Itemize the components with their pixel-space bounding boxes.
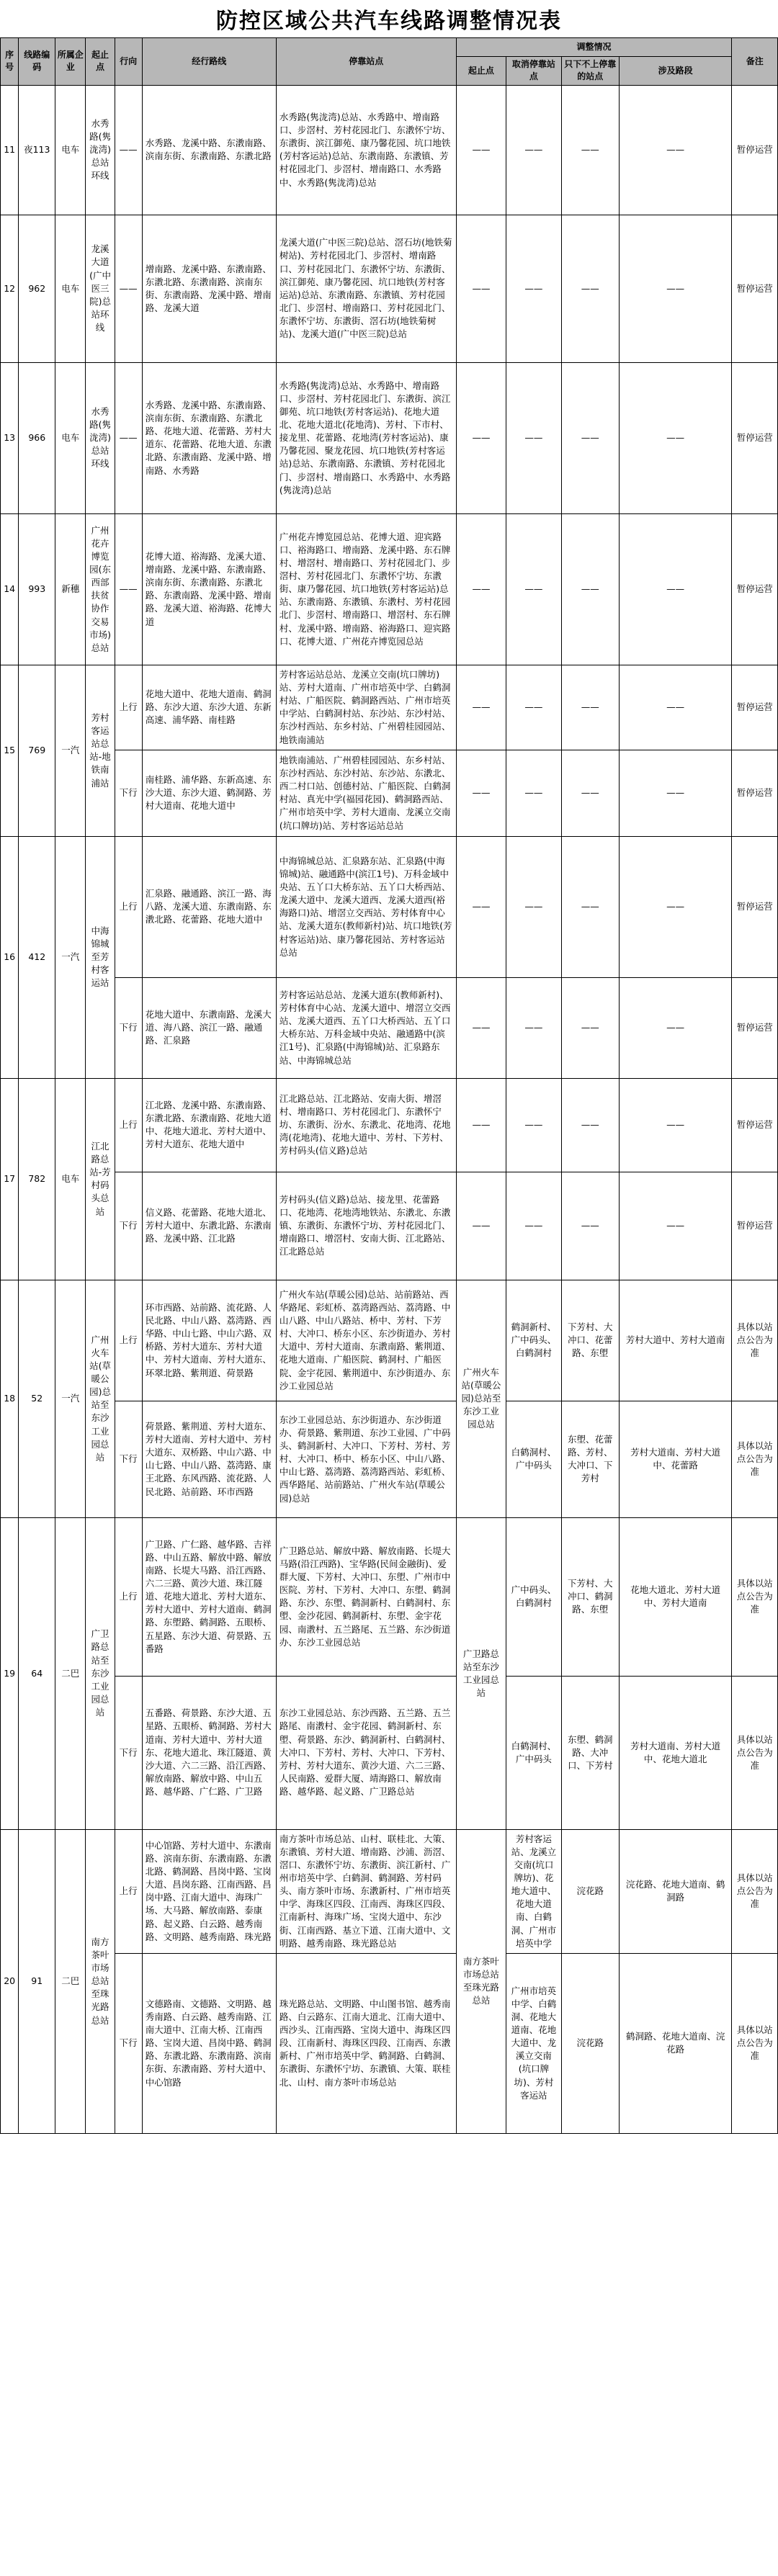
header-adj-cancel: 取消停靠站点	[506, 57, 561, 86]
adjust-endpoints: ——	[456, 750, 506, 836]
adjust-roads: ——	[619, 1078, 732, 1172]
adjust-alight-only-stops: ——	[561, 836, 619, 977]
route-endpoints: 广州火车站(草暖公园)总站至东沙工业园总站	[86, 1280, 115, 1517]
table-row	[1, 215, 778, 362]
adjust-cancel-stops: ——	[506, 1078, 561, 1172]
adjust-endpoints: ——	[456, 977, 506, 1078]
route-note: 暂停运营	[732, 1078, 778, 1172]
route-code: 769	[19, 665, 55, 836]
adjust-cancel-stops: ——	[506, 1172, 561, 1280]
adjust-cancel-stops: ——	[506, 977, 561, 1078]
adjust-alight-only-stops: 下芳村、大冲口、花蕾路、东塱	[561, 1280, 619, 1401]
route-stops: 芳村码头(信义路)总站、接龙里、花蕾路口、花地湾、花地湾地铁站、东漖北、东漖镇、东漖街、东漖怀宁坊、芳村花园北门、增南路口、增滘村、安南大街、江北路站、江北路总站	[276, 1172, 456, 1280]
route-code: 962	[19, 215, 55, 362]
adjust-cancel-stops: ——	[506, 665, 561, 750]
adjust-cancel-stops: 广州市培英中学、白鹤洞、花地大道南、花地大道中、龙溪立交南(坑口牌坊)、芳村客运站	[506, 1953, 561, 2133]
adjust-roads: ——	[619, 85, 732, 215]
table-row	[1, 1078, 778, 1172]
route-path: 花地大道中、东漖南路、龙溪大道、海八路、滨江一路、融通路、汇泉路	[142, 977, 276, 1078]
adjust-endpoints: 广卫路总站至东沙工业园总站	[456, 1517, 506, 1829]
route-seq: 20	[1, 1829, 19, 2133]
route-seq: 19	[1, 1517, 19, 1829]
adjust-alight-only-stops: 东塱、鹤洞路、大冲口、下芳村	[561, 1676, 619, 1829]
adjust-roads: ——	[619, 513, 732, 665]
route-path: 中心馆路、芳村大道中、东漖南路、滨南东街、东漖南路、东漖北路、鹤洞路、昌岗中路、宝岗大道、昌岗东路、江南西路、昌岗中路、江南大道中、海珠广场、大马路、解放南路、泰康路、起义路、白云路、越秀南路、文明路、越秀南路、珠光路	[142, 1829, 276, 1953]
route-code: 412	[19, 836, 55, 1078]
adjust-alight-only-stops: ——	[561, 513, 619, 665]
adjust-endpoints: ——	[456, 836, 506, 977]
route-company: 一汽	[55, 665, 86, 836]
route-seq: 12	[1, 215, 19, 362]
table-row	[1, 977, 778, 1078]
route-note: 暂停运营	[732, 977, 778, 1078]
header-code: 线路编码	[19, 38, 55, 86]
adjust-alight-only-stops: ——	[561, 977, 619, 1078]
route-stops: 东沙工业园总站、东沙街道办、东沙街道办、荷景路、紫荆道、东沙工业园、广中码头、鹤洞新村、大冲口、下芳村、芳村、芳村、大冲口、桥中、桥东小区、中山八路、中山七路、荔湾路、荔湾路西站、彩虹桥、西华路尾、站前路站、广州火车站(草暖公园)总站	[276, 1401, 456, 1517]
route-path: 汇泉路、融通路、滨江一路、海八路、龙溪大道、东漖南路、东漖北路、花蕾路、花地大道中	[142, 836, 276, 977]
adjust-cancel-stops: 鹤洞新村、广中码头、白鹤洞村	[506, 1280, 561, 1401]
adjust-cancel-stops: ——	[506, 513, 561, 665]
route-endpoints: 广州花卉博览园(东西部扶贫协作交易市场)总站	[86, 513, 115, 665]
route-endpoints: 江北路总站-芳村码头总站	[86, 1078, 115, 1280]
route-endpoints: 广卫路总站至东沙工业园总站	[86, 1517, 115, 1829]
route-direction: 下行	[115, 1401, 142, 1517]
route-seq: 13	[1, 362, 19, 513]
adjust-alight-only-stops: ——	[561, 85, 619, 215]
adjust-roads: 鹤洞路、花地大道南、浣花路	[619, 1953, 732, 2133]
route-stops: 水秀路(隽泷湾)总站、水秀路中、增南路口、步滘村、芳村花园北门、东漖怀宁坊、东漖街、滨江御苑、康乃馨花园、坑口地铁(芳村客运站)总站、东漖南路、东漖镇、芳村花园北门、步滘村、增南路口、水秀路中、水秀路(隽泷湾)总站	[276, 85, 456, 215]
header-adj-roads: 涉及路段	[619, 57, 732, 86]
adjust-roads: 芳村大道中、芳村大道南	[619, 1280, 732, 1401]
route-stops: 广州火车站(草暖公园)总站、站前路站、西华路尾、彩虹桥、荔湾路西站、荔湾路、中山八路、中山八路站、桥中、芳村、下芳村、大冲口、桥东小区、东沙街道办、芳村大道中、芳村大道南、东漖南路、紫荆道、花地大道南、广船医院、鹤洞村、广船医院、金宇花园、紫荆道中、东沙街道办、东沙工业园总站	[276, 1280, 456, 1401]
route-path: 水秀路、龙溪中路、东漖南路、滨南东街、东漖南路、东漖北路	[142, 85, 276, 215]
route-code: 52	[19, 1280, 55, 1517]
route-code: 夜113	[19, 85, 55, 215]
header-direction: 行向	[115, 38, 142, 86]
route-stops: 广州花卉博览园总站、花博大道、迎宾路口、裕海路口、增南路、龙溪中路、东石牌村、增滘村、增南路口、芳村花园北门、步滘村、芳村花园北门、东漖怀宁坊、东漖街、康乃馨花园、坑口地铁(芳村客运站)总站、东漖南路、东漖镇、东漖村、芳村花园北门、步滘村、增南路口、增滘村、东石牌村、龙溪中路、增南路、裕海路口、迎宾路口、花博大道、广州花卉博览园总站	[276, 513, 456, 665]
route-company: 电车	[55, 215, 86, 362]
route-seq: 16	[1, 836, 19, 1078]
table-row	[1, 85, 778, 215]
route-direction: 下行	[115, 1676, 142, 1829]
adjust-alight-only-stops: ——	[561, 750, 619, 836]
adjust-alight-only-stops: 浣花路	[561, 1953, 619, 2133]
table-row	[1, 836, 778, 977]
table-row	[1, 513, 778, 665]
route-code: 64	[19, 1517, 55, 1829]
header-adj-endpoints: 起止点	[456, 57, 506, 86]
route-path: 花地大道中、花地大道南、鹤洞路、东沙大道、东沙大道、东新高速、浦华路、南桂路	[142, 665, 276, 750]
adjust-cancel-stops: ——	[506, 215, 561, 362]
route-stops: 芳村客运站总站、龙溪立交南(坑口牌坊)站、芳村大道南、广州市培英中学、白鹤洞村站、广船医院、鹤洞路西站、广州市培英中学站、白鹤洞村站、东沙站、东沙村站、东沙村西站、东乡村站、广州碧桂园园站、地铁南浦站	[276, 665, 456, 750]
adjust-endpoints: ——	[456, 513, 506, 665]
adjust-roads: 浣花路、花地大道南、鹤洞路	[619, 1829, 732, 1953]
route-stops: 东沙工业园总站、东沙西路、五兰路、五兰路尾、南漖村、金宇花园、鹤洞新村、东塱、荷景路、东沙、鹤洞新村、白鹤洞村、大冲口、下芳村、芳村、大冲口、下芳村、芳村、芳村大道东、黄沙大道、六二三路、人民南路、爱群大厦、靖海路口、解放南路、越华路、起义路、广卫路总站	[276, 1676, 456, 1829]
route-direction: 上行	[115, 836, 142, 977]
route-path: 江北路、龙溪中路、东漖南路、东漖北路、东漖南路、花地大道中、花地大道北、芳村大道中、芳村大道东、花地大道中	[142, 1078, 276, 1172]
table-row	[1, 1280, 778, 1401]
route-direction: ——	[115, 85, 142, 215]
route-table	[0, 37, 778, 2134]
adjust-alight-only-stops: ——	[561, 1078, 619, 1172]
route-code: 993	[19, 513, 55, 665]
route-stops: 珠光路总站、文明路、中山图书馆、越秀南路、白云路东、江南大道北、江南大道中、西沙头、江南西路、宝岗大道中、海珠区四段、江南新村、海珠区四段、江南西、东漖新村、广州市培英中学、鹤洞路、白鹤洞、东漖街、东漖怀宁坊、东漖镇、大策、联桂北、山村、南方茶叶市场总站	[276, 1953, 456, 2133]
table-row	[1, 1517, 778, 1676]
route-company: 电车	[55, 85, 86, 215]
route-path: 荷景路、紫荆道、芳村大道东、芳村大道南、芳村大道中、芳村大道东、双桥路、中山六路、中山七路、中山八路、荔湾路、康王北路、东风西路、流花路、人民北路、站前路、环市西路	[142, 1401, 276, 1517]
adjust-cancel-stops: ——	[506, 836, 561, 977]
table-row	[1, 750, 778, 836]
adjust-roads: ——	[619, 977, 732, 1078]
route-seq: 18	[1, 1280, 19, 1517]
route-endpoints: 龙溪大道(广中医三院)总站环线	[86, 215, 115, 362]
adjust-endpoints: ——	[456, 215, 506, 362]
table-row	[1, 1829, 778, 1953]
route-stops: 芳村客运站总站、龙溪大道东(教师新村)、芳村体育中心站、龙溪大道中、增滘立交西站、龙溪大道西、五丫口大桥西站、五丫口大桥东站、万科金域中央站、融通路中(滨江1号)、汇泉路(中海锦城)站、汇泉路东站、中海锦城总站	[276, 977, 456, 1078]
table-row	[1, 665, 778, 750]
route-path: 南桂路、浦华路、东新高速、东沙大道、东沙大道、鹤洞路、芳村大道南、花地大道中	[142, 750, 276, 836]
route-path: 水秀路、龙溪中路、东漖南路、滨南东街、东漖南路、东漖北路、花地大道、花蕾路、芳村大道东、花蕾路、花地大道、东漖北路、东漖南路、龙溪中路、增南路、水秀路	[142, 362, 276, 513]
route-stops: 龙溪大道(广中医三院)总站、滘石坊(地铁菊树站)、芳村花园北门、步滘村、增南路口、芳村花园北门、东漖怀宁坊、东漖街、滨江御苑、康乃馨花园、坑口地铁(芳村客运站)总站、东漖南路、东漖镇、芳村花园北门、步滘村、增南路口、芳村花园北门、东漖怀宁坊、东漖街、滘石坊(地铁菊树站)、龙溪大道(广中医三院)总站	[276, 215, 456, 362]
route-endpoints: 水秀路(隽泷湾)总站环线	[86, 85, 115, 215]
header-adjust: 调整情况	[456, 38, 732, 57]
route-direction: ——	[115, 215, 142, 362]
adjust-roads: ——	[619, 1172, 732, 1280]
route-company: 电车	[55, 1078, 86, 1280]
route-endpoints: 中海锦城至芳村客运站	[86, 836, 115, 1078]
route-path: 增南路、龙溪中路、东漖南路、东漖北路、东漖南路、滨南东街、东漖南路、龙溪中路、增南路、龙溪大道	[142, 215, 276, 362]
route-direction: 下行	[115, 977, 142, 1078]
route-note: 具体以站点公告为准	[732, 1401, 778, 1517]
route-stops: 中海锦城总站、汇泉路东站、汇泉路(中海锦城)站、融通路中(滨江1号)、万科金域中央站、五丫口大桥东站、五丫口大桥西站、龙溪大道中、龙溪大道西、龙溪大道西(裕海路口)站、增滘立交西站、芳村体育中心站、龙溪大道东(教师新村)站、坑口地铁(芳村客运站)站、康乃馨花园站、芳村客运站总站	[276, 836, 456, 977]
route-code: 782	[19, 1078, 55, 1280]
route-seq: 17	[1, 1078, 19, 1280]
route-endpoints: 芳村客运站总站-地铁南浦站	[86, 665, 115, 836]
route-note: 暂停运营	[732, 665, 778, 750]
adjust-roads: ——	[619, 362, 732, 513]
adjust-endpoints: ——	[456, 362, 506, 513]
route-path: 信义路、花蕾路、花地大道北、芳村大道中、东漖北路、东漖南路、龙溪中路、江北路	[142, 1172, 276, 1280]
route-company: 电车	[55, 362, 86, 513]
route-note: 暂停运营	[732, 85, 778, 215]
route-seq: 11	[1, 85, 19, 215]
adjust-alight-only-stops: 下芳村、大冲口、鹤洞路、东塱	[561, 1517, 619, 1676]
route-direction: 上行	[115, 665, 142, 750]
adjust-cancel-stops: ——	[506, 362, 561, 513]
route-company: 二巴	[55, 1829, 86, 2133]
adjust-cancel-stops: 广中码头、白鹤洞村	[506, 1517, 561, 1676]
route-note: 具体以站点公告为准	[732, 1280, 778, 1401]
route-note: 暂停运营	[732, 836, 778, 977]
adjust-alight-only-stops: ——	[561, 665, 619, 750]
table-row	[1, 1172, 778, 1280]
table-row	[1, 362, 778, 513]
route-stops: 南方茶叶市场总站、山村、联桂北、大策、东漖镇、芳村大道、增南路、沙浦、沥滘、滘口、东漖怀宁坊、东漖街、滨江新村、广州市培英中学、白鹤洞、鹤洞路、芳村码头、南方茶叶市场、东漖新村、广州市培英中学、海珠区四段、江南西、海珠区四段、江南新村、海珠广场、宝岗大道中、东沙街、江南西路、基立下道、江南大道中、文明路、越秀南路、珠光路总站	[276, 1829, 456, 1953]
route-code: 91	[19, 1829, 55, 2133]
route-endpoints: 水秀路(隽泷湾)总站环线	[86, 362, 115, 513]
table-row	[1, 1676, 778, 1829]
adjust-cancel-stops: 白鹤洞村、广中码头	[506, 1401, 561, 1517]
table-row	[1, 1953, 778, 2133]
route-direction: 上行	[115, 1078, 142, 1172]
route-direction: 上行	[115, 1829, 142, 1953]
route-direction: 下行	[115, 1172, 142, 1280]
route-company: 一汽	[55, 1280, 86, 1517]
adjust-roads: ——	[619, 836, 732, 977]
adjust-roads: ——	[619, 215, 732, 362]
adjust-roads: ——	[619, 750, 732, 836]
header-seq: 序号	[1, 38, 19, 86]
adjust-cancel-stops: 白鹤洞村、广中码头	[506, 1676, 561, 1829]
route-direction: ——	[115, 362, 142, 513]
route-note: 具体以站点公告为准	[732, 1953, 778, 2133]
header-note: 备注	[732, 38, 778, 86]
route-stops: 江北路总站、江北路站、安南大街、增滘村、增南路口、芳村花园北门、东漖怀宁坊、东漖街、汾水、东漖北、花地湾、花地湾(花地湾)、花地大道中、芳村、下芳村、芳村码头(信义路)总站	[276, 1078, 456, 1172]
route-note: 暂停运营	[732, 1172, 778, 1280]
route-company: 二巴	[55, 1517, 86, 1829]
route-direction: ——	[115, 513, 142, 665]
route-direction: 下行	[115, 1953, 142, 2133]
route-path: 环市西路、站前路、流花路、人民北路、中山八路、荔湾路、西华路、中山七路、中山六路、双桥路、芳村大道东、芳村大道中、芳村大道南、芳村大道东、环翠北路、紫荆道、荷景路	[142, 1280, 276, 1401]
adjust-endpoints: ——	[456, 665, 506, 750]
adjust-roads: 芳村大道南、芳村大道中、花蕾路	[619, 1401, 732, 1517]
header-stops: 停靠站点	[276, 38, 456, 86]
route-note: 具体以站点公告为准	[732, 1517, 778, 1676]
adjust-alight-only-stops: 东塱、花蕾路、芳村、大冲口、下芳村	[561, 1401, 619, 1517]
adjust-alight-only-stops: 浣花路	[561, 1829, 619, 1953]
adjust-alight-only-stops: ——	[561, 362, 619, 513]
adjust-cancel-stops: ——	[506, 750, 561, 836]
route-note: 具体以站点公告为准	[732, 1829, 778, 1953]
adjust-endpoints: 广州火车站(草暖公园)总站至东沙工业园总站	[456, 1280, 506, 1517]
adjust-roads: ——	[619, 665, 732, 750]
adjust-alight-only-stops: ——	[561, 215, 619, 362]
route-company: 新穗	[55, 513, 86, 665]
route-code: 966	[19, 362, 55, 513]
adjust-endpoints: ——	[456, 85, 506, 215]
route-direction: 下行	[115, 750, 142, 836]
adjust-roads: 花地大道北、芳村大道中、芳村大道南	[619, 1517, 732, 1676]
adjust-endpoints: ——	[456, 1078, 506, 1172]
header-endpoints: 起止点	[86, 38, 115, 86]
route-stops: 地铁南浦站、广州碧桂园园站、东乡村站、东沙村西站、东沙村站、东沙站、东漖北、西二村口站、创德村站、广船医院、白鹤洞村站、真光中学(福园花园)、鹤洞路西站、广州市培英中学、芳村大道南、龙溪立交南(坑口牌坊)站、芳村客运站总站	[276, 750, 456, 836]
adjust-cancel-stops: 芳村客运站、龙溪立交南(坑口牌坊)、花地大道中、花地大道南、白鹤洞、广州市培英中学	[506, 1829, 561, 1953]
route-note: 暂停运营	[732, 362, 778, 513]
route-note: 暂停运营	[732, 215, 778, 362]
header-route: 经行路线	[142, 38, 276, 86]
adjust-roads: 芳村大道南、芳村大道中、花地大道北	[619, 1676, 732, 1829]
route-note: 暂停运营	[732, 513, 778, 665]
table-header	[1, 38, 778, 86]
route-direction: 上行	[115, 1280, 142, 1401]
route-path: 花博大道、裕海路、龙溪大道、增南路、龙溪中路、东漖南路、滨南东街、东漖南路、东漖北路、东漖南路、龙溪中路、增南路、龙溪大道、裕海路、花博大道	[142, 513, 276, 665]
route-path: 广卫路、广仁路、越华路、吉祥路、中山五路、解放中路、解放南路、长堤大马路、沿江西路、六二三路、黄沙大道、珠江隧道、花地大道北、芳村大道东、芳村大道中、芳村大道南、鹤洞路、东塱路、鹤洞路、五眼桥、五星路、东沙大道、荷景路、五番路	[142, 1517, 276, 1676]
adjust-alight-only-stops: ——	[561, 1172, 619, 1280]
adjust-endpoints: 南方茶叶市场总站至珠光路总站	[456, 1829, 506, 2133]
route-stops: 广卫路总站、解放中路、解放南路、长堤大马路(沿江西路)、宝华路(民间金融街)、爱群大厦、下芳村、大冲口、东塱、广州市中医院、芳村、下芳村、大冲口、东塱、鹤洞路、东沙、东塱、鹤洞新村、白鹤洞村、东塱、金沙花园、鹤洞新村、东塱、金宇花园、南漖村、五兰路尾、五兰路、东沙街道办、东沙工业园总站	[276, 1517, 456, 1676]
adjust-cancel-stops: ——	[506, 85, 561, 215]
route-path: 五番路、荷景路、东沙大道、五星路、五眼桥、鹤洞路、芳村大道南、芳村大道中、芳村大道东、花地大道北、珠江隧道、黄沙大道、六二三路、沿江西路、解放南路、解放中路、中山五路、越华路、广仁路、广卫路	[142, 1676, 276, 1829]
header-company: 所属企业	[55, 38, 86, 86]
route-seq: 15	[1, 665, 19, 836]
route-note: 具体以站点公告为准	[732, 1676, 778, 1829]
header-adj-pass: 只下不上停靠的站点	[561, 57, 619, 86]
route-seq: 14	[1, 513, 19, 665]
adjust-endpoints: ——	[456, 1172, 506, 1280]
route-note: 暂停运营	[732, 750, 778, 836]
table-body	[1, 85, 778, 2133]
route-company: 一汽	[55, 836, 86, 1078]
page-title: 防控区域公共汽车线路调整情况表	[216, 9, 562, 34]
route-path: 文德路南、文德路、文明路、越秀南路、白云路、越秀南路、江南大道中、江南大桥、江南西路、宝岗大道、昌岗中路、鹤洞路、东漖北路、东漖南路、滨南东街、东漖南路、芳村大道中、中心馆路	[142, 1953, 276, 2133]
table-row	[1, 1401, 778, 1517]
route-endpoints: 南方茶叶市场总站至珠光路总站	[86, 1829, 115, 2133]
route-stops: 水秀路(隽泷湾)总站、水秀路中、增南路口、步滘村、芳村花园北门、东漖街、滨江御苑、坑口地铁(芳村客运站)、花地大道北、花地大道北(花地湾)、芳村、下市村、接龙里、花蕾路、花地湾(芳村客运站)、康乃馨花园、聚龙花园、坑口地铁(芳村客运站)总站、东漖南路、东漖镇、芳村花园北门、步滘村、增南路口、水秀路中、水秀路(隽泷湾)总站	[276, 362, 456, 513]
route-direction: 上行	[115, 1517, 142, 1676]
